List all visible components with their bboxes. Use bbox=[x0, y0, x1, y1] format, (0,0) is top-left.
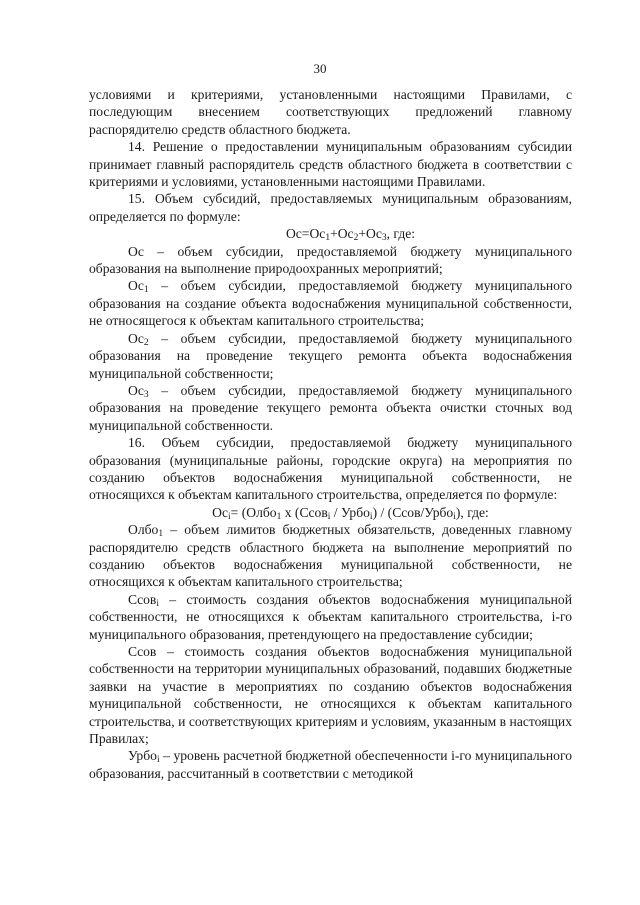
text-segment: 14. Решение о предоставлении муниципальным образованиям субсидии принимает главный распорядитель средств областного бюджета в соответствии с критериями и условиями, установленными настоящими Правилами. bbox=[89, 139, 572, 190]
text-segment: – стоимость создания объектов водоснабжения муниципальной собственности, не относящихся к объектам капитального строительства, i-го муниципального образования, претендующего на предоставление субсидии; bbox=[89, 591, 572, 642]
subscript: 3 bbox=[381, 233, 387, 244]
subscript: 2 bbox=[353, 233, 359, 244]
formula bbox=[89, 504, 572, 521]
text-segment: Oc bbox=[128, 382, 144, 398]
subscript: 1 bbox=[276, 511, 282, 522]
text-segment: – уровень расчетной бюджетной обеспеченности i-го муниципального образования, рассчитанный в соответствии с методикой bbox=[89, 748, 572, 781]
paragraph bbox=[89, 190, 572, 225]
paragraph bbox=[89, 243, 572, 278]
text-segment: – объем субсидии, предоставляемой бюджету муниципального образования на проведение текущего ремонта объекта водоснабжения муниципальной собственности; bbox=[89, 330, 572, 381]
text-segment: Oc bbox=[212, 504, 229, 520]
subscript: 1 bbox=[325, 233, 331, 244]
formula bbox=[89, 225, 572, 242]
text-segment: / Урбо bbox=[330, 504, 370, 520]
text-segment: = (Олбо bbox=[230, 504, 277, 520]
text-segment: x (Ccов bbox=[281, 504, 328, 520]
text-segment: Oc bbox=[128, 330, 144, 346]
text-segment: Урбо bbox=[128, 748, 157, 764]
text-segment: Ccов – стоимость создания объектов водоснабжения муниципальной собственности на территории муниципальных образований, подавших бюджетные заявки на участие в мероприятиях по созданию объектов водоснабжения муниципальной собственности, не относящихся к объектам капитального строительства, и соответствующих критериям и условиям, указанным в настоящих Правилах; bbox=[89, 644, 572, 747]
subscript: i bbox=[327, 511, 331, 522]
text-segment: 15. Объем субсидий, предоставляемых муниципальным образованиям, определяется по формуле: bbox=[89, 191, 572, 224]
subscript: i bbox=[156, 598, 159, 609]
text-segment: – объем субсидии, предоставляемой бюджету муниципального образования на создание объекта водоснабжения муниципальной собственности, не относящегося к объектам капитального строительства; bbox=[89, 278, 572, 329]
subscript: 2 bbox=[143, 337, 149, 348]
text-segment: – объем лимитов бюджетных обязательств, доведенных главному распорядителю средств областного бюджета на выполнение мероприятий по созданию объектов водоснабжения муниципальной собственности, не относящихся к объектам капитального строительства; bbox=[89, 522, 572, 590]
text-segment: условиями и критериями, установленными настоящими Правилами, с последующим внесением соответствующих предложений главному распорядителю средств областного бюджета. bbox=[89, 87, 572, 137]
subscript: 3 bbox=[143, 389, 149, 400]
subscript: i bbox=[453, 511, 456, 522]
document-body bbox=[89, 86, 572, 782]
subscript: i bbox=[156, 755, 160, 766]
subscript: 1 bbox=[143, 285, 149, 296]
text-segment: ) / (Ccов/Урбо bbox=[372, 504, 454, 520]
text-segment: +Oc bbox=[330, 226, 354, 242]
paragraph bbox=[89, 330, 572, 382]
paragraph bbox=[89, 591, 572, 643]
text-segment: 16. Объем субсидии, предоставляемой бюджету муниципального образования (муниципальные районы, городские округа) на мероприятия по созданию объектов водоснабжения муниципальной собственности, не относящихся к объектам капитального строительства, определяется по формуле: bbox=[89, 435, 572, 503]
subscript: 1 bbox=[158, 529, 164, 540]
text-segment: Олбо bbox=[128, 522, 159, 538]
paragraph bbox=[89, 138, 572, 190]
text-segment: Oc bbox=[128, 278, 144, 294]
paragraph bbox=[89, 277, 572, 329]
paragraph bbox=[89, 643, 572, 747]
text-segment: ), где: bbox=[455, 504, 489, 520]
subscript: i bbox=[228, 511, 231, 522]
text-segment: Oc – объем субсидии, предоставляемой бюджету муниципального образования на выполнение природоохранных мероприятий; bbox=[89, 243, 572, 277]
text-segment: +Oc bbox=[358, 226, 382, 242]
text-segment: , где: bbox=[386, 226, 416, 242]
text-segment: – объем субсидии, предоставляемой бюджету муниципального образования на проведение текущего ремонта объекта очистки сточных вод муниципальной собственности. bbox=[89, 382, 572, 433]
subscript: i bbox=[369, 511, 373, 522]
paragraph bbox=[89, 434, 572, 504]
text-segment: Oc=Oc bbox=[285, 226, 326, 242]
paragraph bbox=[89, 86, 572, 138]
paragraph bbox=[89, 382, 572, 434]
page-number: 30 bbox=[313, 61, 327, 76]
text-segment: Ccов bbox=[128, 591, 157, 607]
paragraph bbox=[89, 521, 572, 591]
paragraph bbox=[89, 747, 572, 782]
